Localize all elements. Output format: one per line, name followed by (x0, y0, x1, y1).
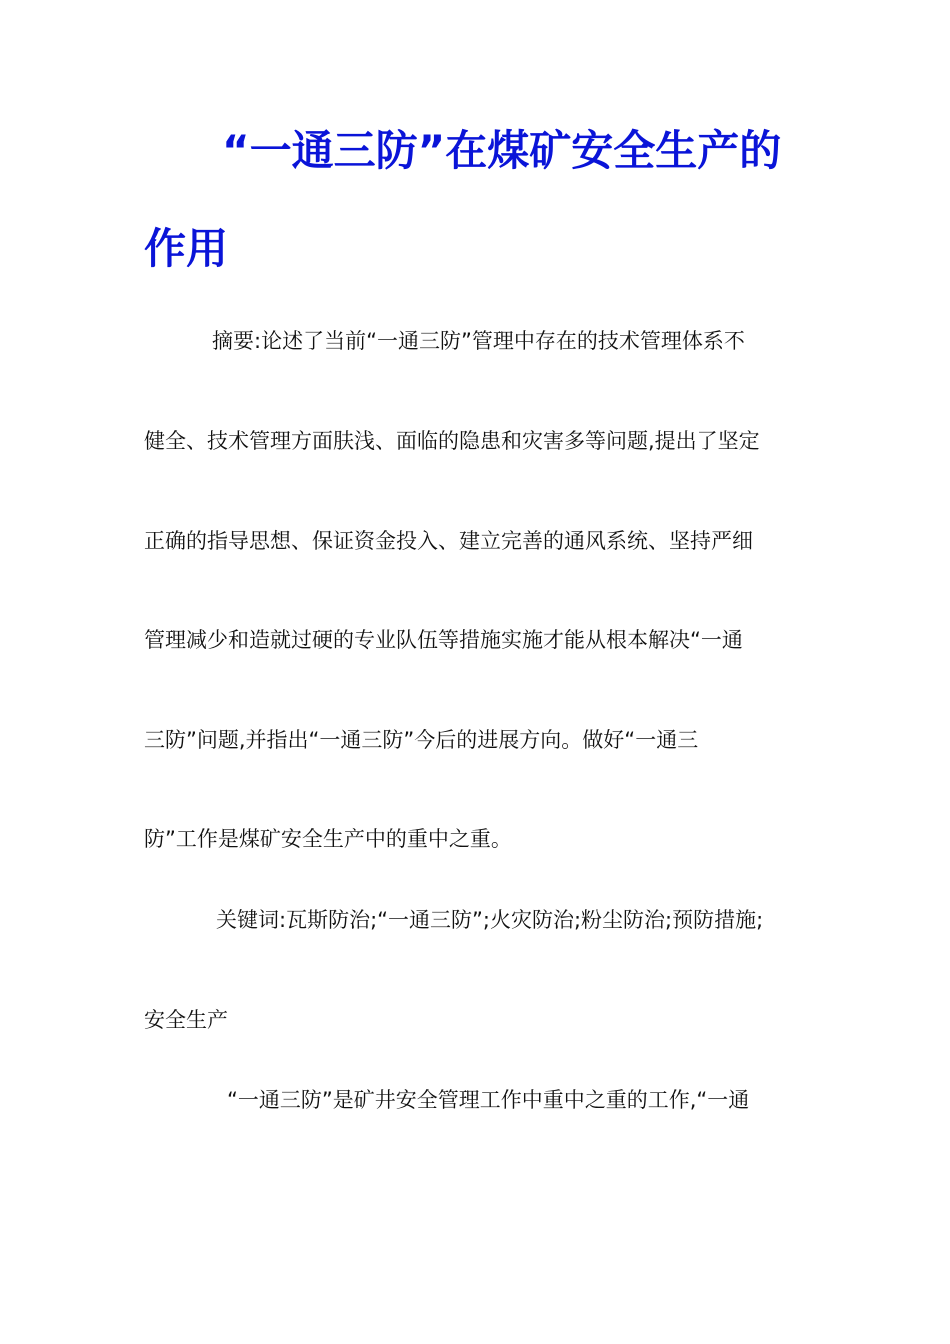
keywords-line-1: 关键词:瓦斯防治;“一通三防”;火灾防治;粉尘防治;预防措施; (216, 908, 764, 932)
keywords-line-2: 安全生产 (144, 1008, 228, 1032)
abstract-line-6: 防”工作是煤矿安全生产中的重中之重。 (144, 827, 512, 851)
abstract-line-1: 摘要:论述了当前“一通三防”管理中存在的技术管理体系不 (212, 329, 745, 353)
document-title-line-2: 作用 (144, 224, 229, 273)
abstract-line-5: 三防”问题,并指出“一通三防”今后的进展方向。做好“一通三 (144, 728, 699, 752)
body-line-1: “一通三防”是矿井安全管理工作中重中之重的工作,“一通 (227, 1088, 750, 1112)
document-title-line-1: “一通三防”在煤矿安全生产的 (222, 126, 782, 175)
abstract-line-3: 正确的指导思想、保证资金投入、建立完善的通风系统、坚持严细 (144, 529, 753, 553)
abstract-line-2: 健全、技术管理方面肤浅、面临的隐患和灾害多等问题,提出了坚定 (144, 429, 760, 453)
abstract-line-4: 管理减少和造就过硬的专业队伍等措施实施才能从根本解决“一通 (144, 628, 743, 652)
